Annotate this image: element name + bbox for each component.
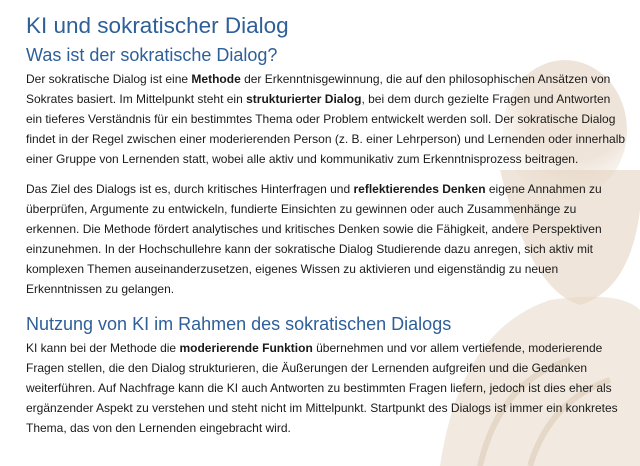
page-title: KI und sokratischer Dialog (26, 13, 289, 38)
text-run: Das Ziel des Dialogs ist es, durch kritisches Hinterfragen und (26, 182, 354, 196)
text-run: übernehmen und vor allem vertiefende, moderierende Fragen stellen, die den Dialog strukturieren, die Äußerungen der Lernenden aufgreifen und die Gedanken weiterführen. Auf Nachfrage kann die KI auch Antworten zu bestimmten Fragen liefern, jedoch ist dies eher als ergänzender Aspekt zu verstehen und steht nicht im Mittelpunkt. Startpunkt des Dialogs ist immer ein konkretes Thema, das von den Lernenden eingebracht wird. (26, 341, 618, 435)
text-run: KI kann bei der Methode die (26, 341, 180, 355)
paragraph (26, 179, 626, 299)
bold-term: Methode (191, 72, 241, 86)
bold-term: moderierende Funktion (179, 341, 313, 355)
section-heading: Nutzung von KI im Rahmen des sokratischen Dialogs (26, 314, 452, 334)
text-run: eigene Annahmen zu überprüfen, Argumente zu entwickeln, fundierte Einsichten zu gewinnen oder auch Zusammenhänge zu erkennen. Die Methode fördert analytisches und kritisches Denken sowie die Fähigkeit, andere Perspektiven einzunehmen. In der Hochschullehre kann der sokratische Dialog Studierende dazu anregen, sich aktiv mit komplexen Themen auseinanderzusetzen, eigenes Wissen zu aktivieren und eigenständig zu neuen Erkenntnissen zu gelangen. (26, 182, 602, 296)
paragraph (26, 69, 626, 169)
paragraph (26, 338, 626, 438)
section-heading: Was ist der sokratische Dialog? (26, 45, 278, 65)
text-run: , bei dem durch gezielte Fragen und Antworten ein tieferes Verständnis für ein bestimmtes Thema oder Problem entwickelt werden soll. Der sokratische Dialog findet in der Regel zwischen einer moderierenden Person (z. B. einer Lehrperson) und Lernenden oder innerhalb einer Gruppe von Lernenden statt, wobei alle aktiv und kommunikativ zum Erkenntnisprozess beitragen. (26, 92, 626, 166)
text-run: der Erkenntnisgewinnung, die auf den philosophischen Ansätzen von Sokrates basiert. Im Mittelpunkt steht ein (26, 72, 611, 106)
bold-term: reflektierendes Denken (353, 182, 486, 196)
bold-term: strukturierter Dialog (246, 92, 362, 106)
text-run: Der sokratische Dialog ist eine (26, 72, 192, 86)
